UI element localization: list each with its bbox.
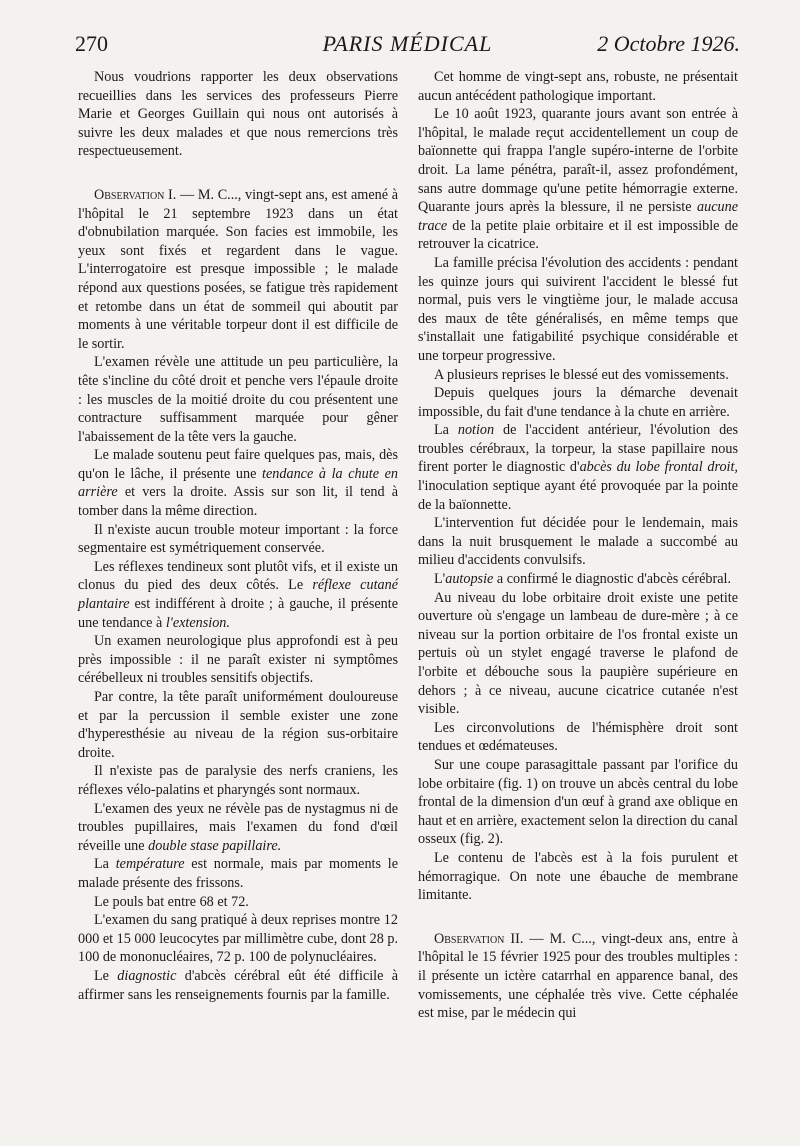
paragraph xyxy=(418,366,738,385)
text-segment: — M. C..., vingt-sept ans, est amené à l'hôpital le 21 septembre 1923 dans un état d'obnubilation marquée. Son facies est immobile, les yeux sont fixés et regardent dans le vague. L'interrogatoire est presque impossible ; le malade répond aux questions posées, se fatigue très rapidement et retombe dans un état de sommeil qui aboutit par moments à une véritable torpeur dont il est difficile de le sortir. xyxy=(78,186,398,352)
paragraph xyxy=(78,521,398,558)
text-segment: Le pouls bat entre 68 et 72. xyxy=(94,893,249,910)
paragraph xyxy=(418,254,738,366)
text-segment: A plusieurs reprises le blessé eut des vomissements. xyxy=(434,366,729,383)
observation-heading: Observation II. xyxy=(434,930,524,947)
text-segment: Les circonvolutions de l'hémisphère droit sont tendues et œdémateuses. xyxy=(418,719,738,755)
paragraph xyxy=(78,353,398,446)
paragraph xyxy=(78,558,398,632)
paragraph xyxy=(418,105,738,254)
right-column xyxy=(418,68,738,1023)
text-segment: — M. C..., vingt-deux ans, entre à l'hôpital le 15 février 1925 pour des troubles multiples : il présente un ictère catarrhal en apparence banal, des vomissements, une céphalée très vive. Cette céphalée est mise, par le médecin qui xyxy=(418,930,738,1022)
paragraph xyxy=(78,911,398,967)
text-segment: a confirmé le diagnostic d'abcès cérébral. xyxy=(493,571,732,588)
paragraph xyxy=(418,514,738,570)
text-segment: de l'accident antérieur, l'évolution des troubles cérébraux, la torpeur, la stase papillaire nous firent porter le diagnostic d' xyxy=(418,422,738,476)
text-segment: La xyxy=(434,422,458,439)
paragraph xyxy=(418,570,738,589)
emphasis-text: tendance à la chute en arrière xyxy=(78,465,399,501)
text-segment: L'examen révèle une attitude un peu particulière, la tête s'incline du côté droit et penche vers l'épaule droite : les muscles de la moitié droite du cou présentent une contracture suffisamment marquée pour gêner l'abaissement de la tête vers la gauche. xyxy=(78,354,398,445)
emphasis-text: diagnostic xyxy=(117,967,177,984)
text-segment: Par contre, la tête paraît uniformément douloureuse et par la percussion il semble exister une zone d'hyperesthésie au niveau de la région sus-orbitaire droite. xyxy=(78,689,398,761)
text-segment: Cet homme de vingt-sept ans, robuste, ne présentait aucun antécédent pathologique important. xyxy=(418,69,738,104)
paragraph xyxy=(78,893,398,912)
text-segment: l'inoculation septique ayant été provoquée par la pointe de la baïonnette. xyxy=(418,478,738,513)
paragraph xyxy=(78,800,398,856)
text-segment: L'examen des yeux ne révèle pas de nystagmus ni de troubles pupillaires, mais l'examen du fond d'œil réveille une xyxy=(78,800,398,854)
text-segment: Au niveau du lobe orbitaire droit existe une petite ouverture où s'engage un lambeau de dure-mère ; à ce niveau sur la portion orbitaire de l'os frontal existe un pertuis où un stylet engagé traverse le plafond de l'orbite et débouche sous la paupière supérieure en dehors ; à ce niveau, aucune cicatrice cutanée n'est visible. xyxy=(418,589,738,718)
left-column xyxy=(78,68,398,1004)
paragraph xyxy=(418,930,738,1023)
paragraph xyxy=(78,186,398,353)
text-segment: L'intervention fut décidée pour le lendemain, mais dans la nuit brusquement le malade a succombé au milieu d'accidents convulsifs. xyxy=(418,515,738,569)
paragraph xyxy=(78,855,398,892)
paragraph xyxy=(78,967,398,1004)
emphasis-text: l'extension. xyxy=(165,614,230,631)
paragraph xyxy=(78,68,398,161)
text-segment: et vers la droite. Assis sur son lit, il tend à tomber dans la même direction. xyxy=(78,484,398,520)
paragraph xyxy=(418,849,738,905)
text-segment: Le malade soutenu peut faire quelques pas, mais, dès qu'on le lâche, il présente une xyxy=(78,447,398,482)
page-number: 270 xyxy=(75,31,108,56)
paragraph xyxy=(418,756,738,849)
text-segment: d'abcès cérébral eût été difficile à affirmer sans les renseignements fournis par la famille. xyxy=(78,967,398,1003)
paragraph xyxy=(418,589,738,719)
paragraph xyxy=(418,421,738,514)
text-segment: Il n'existe pas de paralysie des nerfs craniens, les réflexes vélo-palatins et pharyngés sont normaux. xyxy=(78,763,398,798)
text-segment: Depuis quelques jours la démarche devenait impossible, du fait d'une tendance à la chute en arrière. xyxy=(418,385,738,420)
paragraph xyxy=(418,384,738,421)
issue-date: 2 Octobre 1926. xyxy=(597,31,740,56)
emphasis-text: réflexe cutané plantaire xyxy=(78,577,398,613)
emphasis-text: double stase papillaire. xyxy=(148,837,282,854)
paragraph xyxy=(418,719,738,756)
text-segment: de la petite plaie orbitaire et il est impossible de retrouver la cicatrice. xyxy=(418,217,738,253)
text-segment: Il n'existe aucun trouble moteur important : la force segmentaire est symétriquement conservée. xyxy=(78,521,398,557)
text-segment: Les réflexes tendineux sont plutôt vifs, et il existe un clonus du pied des deux côtés. Le xyxy=(78,558,398,594)
text-segment: La famille précisa l'évolution des accidents : pendant les quinze jours qui suivirent l'accident le blessé fut normal, puis vers le vingtième jour, le malade accusa des maux de tête généralisés, en même temps que s'installait une fatigabilité psychique considérable et une torpeur progressive. xyxy=(418,254,738,364)
paragraph xyxy=(78,762,398,799)
observation-heading: Observation I. xyxy=(94,186,177,203)
text-segment: La xyxy=(94,856,116,873)
running-header xyxy=(75,30,740,58)
paragraph xyxy=(418,68,738,105)
journal-title: PARIS MÉDICAL xyxy=(322,31,493,56)
paragraph xyxy=(78,688,398,762)
text-segment: Le contenu de l'abcès est à la fois purulent et hémorragique. On note une ébauche de membrane limitante. xyxy=(418,849,738,904)
emphasis-text: abcès du lobe frontal droit, xyxy=(579,459,738,476)
paragraph xyxy=(78,446,398,520)
text-segment: Sur une coupe parasagittale passant par l'orifice du lobe orbitaire (fig. 1) on trouve un abcès central du lobe frontal de la dimension d'un œuf à grand axe oblique en haut et en arrière, exactement selon la direction du canal osseux (fig. 2). xyxy=(418,756,738,848)
text-segment: Le xyxy=(94,967,118,984)
text-segment: Un examen neurologique plus approfondi est à peu près impossible : il ne paraît exister ni symptômes cérébelleux ni troubles sensitifs objectifs. xyxy=(78,633,398,687)
text-segment: est normale, mais par moments le malade présente des frissons. xyxy=(78,856,398,891)
emphasis-text: autopsie xyxy=(445,571,494,588)
text-segment: L' xyxy=(434,571,446,588)
text-segment: Nous voudrions rapporter les deux observations recueillies dans les services des professeurs Pierre Marie et Georges Guillain qui nous ont autorisés à suivre les deux malades et que nous remercions très respectueusement. xyxy=(78,69,398,160)
text-segment: Le 10 août 1923, quarante jours avant son entrée à l'hôpital, le malade reçut accidentellement un coup de baïonnette qui frappa l'angle supéro-interne de l'orbite droit. La lame pénétra, paraît-il, assez profondément, sans autre dommage qu'une petite hémorragie externe. Quarante jours après la blessure, il ne persiste xyxy=(418,106,738,216)
paragraph xyxy=(78,632,398,688)
emphasis-text: notion xyxy=(457,422,495,439)
text-segment: L'examen du sang pratiqué à deux reprises montre 12 000 et 15 000 leucocytes par millimètre cube, dont 28 p. 100 de mononucléaires, 72 p. 100 de polynucléaires. xyxy=(78,912,398,966)
text-segment: est indifférent à droite ; à gauche, il présente une tendance à xyxy=(78,596,398,631)
emphasis-text: aucune trace xyxy=(418,199,738,234)
emphasis-text: température xyxy=(115,856,185,873)
